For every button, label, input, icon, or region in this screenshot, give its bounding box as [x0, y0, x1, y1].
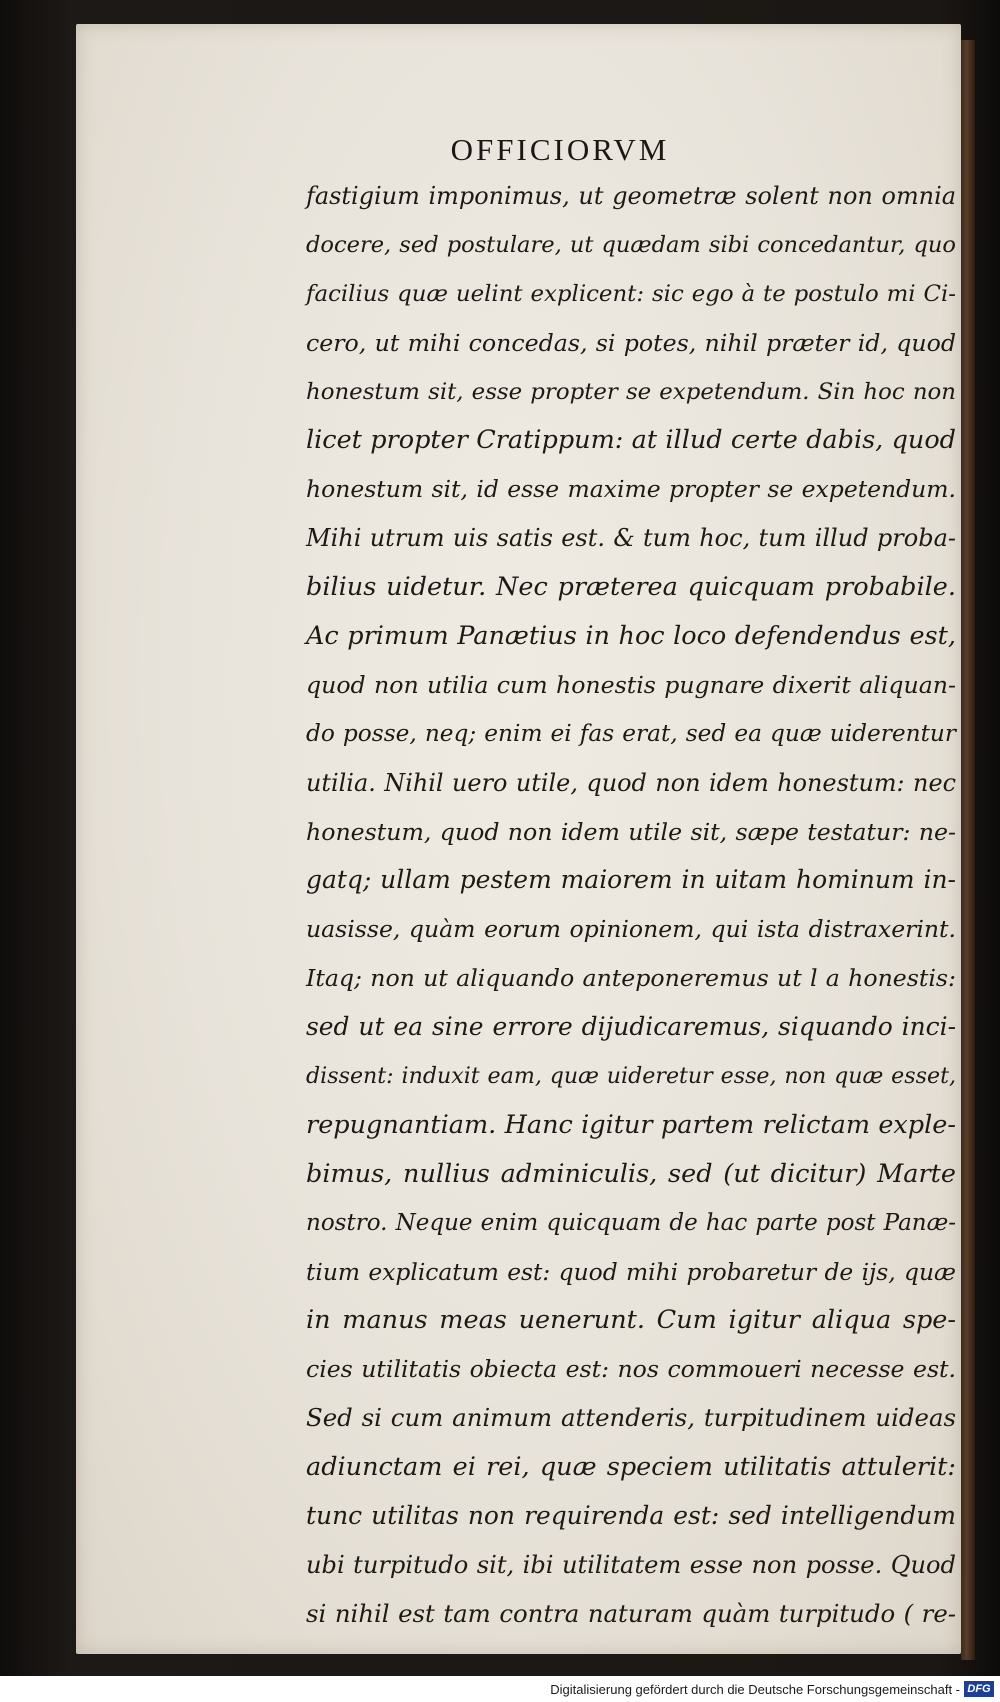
text-line-8: Mihi utrum uis satis est. & tum hoc, tum illud proba- [306, 524, 956, 553]
text-line-23: tium explicatum est: quod mihi probaretur de ijs, quæ [306, 1257, 956, 1286]
text-line-30: si nihil est tam contra naturam quàm turpitudo ( re- [306, 1598, 956, 1628]
running-head: OFFICIORVM [450, 132, 670, 167]
text-line-1: fastigium imponimus, ut geometræ solent non omnia [306, 182, 956, 210]
text-line-26: Sed si cum animum attenderis, turpitudinem uideas [306, 1403, 956, 1433]
page-edge [961, 40, 975, 1660]
text-line-5: honestum sit, esse propter se expetendum. Sin hoc non [306, 378, 956, 405]
text-line-13: utilia. Nihil uero utile, quod non idem honestum: nec [306, 768, 956, 797]
text-line-3: facilius quæ uelint explicent: sic ego à te postulo mi Ci- [306, 280, 956, 307]
funding-credit: Digitalisierung gefördert durch die Deutsche Forschungsgemeinschaft - [550, 1682, 960, 1697]
text-line-28: tunc utilitas non requirenda est: sed intelligendum [306, 1501, 956, 1531]
text-line-17: Itaq; non ut aliquando anteponeremus ut l a honestis: [306, 964, 956, 993]
text-line-27: adiunctam ei rei, quæ speciem utilitatis attulerit: [306, 1452, 956, 1483]
text-line-22: nostro. Neque enim quicquam de hac parte post Panæ- [306, 1209, 956, 1236]
text-line-9: bilius uidetur. Nec præterea quicquam probabile. [306, 572, 956, 603]
text-line-11: quod non utilia cum honestis pugnare dixerit aliquan- [306, 670, 956, 699]
text-line-24: in manus meas uenerunt. Cum igitur aliqua spe- [306, 1305, 956, 1336]
text-line-16: uasisse, quàm eorum opinionem, qui ista distraxerint. [306, 915, 956, 944]
text-line-19: dissent: induxit eam, quæ uideretur esse, non quæ esset, [306, 1063, 956, 1090]
text-line-4: cero, ut mihi concedas, si potes, nihil præter id, quod [306, 328, 956, 357]
text-line-6: licet propter Cratippum: at illud certe dabis, quod [306, 425, 956, 456]
text-line-12: do posse, neq; enim ei fas erat, sed ea quæ uiderentur [306, 719, 956, 747]
text-block [306, 172, 956, 1639]
text-line-18: sed ut ea sine errore dijudicaremus, siquando inci- [306, 1012, 956, 1042]
text-line-15: gatq; ullam pestem maiorem in uitam hominum in- [306, 865, 956, 895]
text-line-25: cies utilitatis obiecta est: nos commoueri necesse est. [306, 1355, 956, 1384]
text-line-2: docere, sed postulare, ut quædam sibi concedantur, quo [306, 231, 956, 258]
text-line-14: honestum, quod non idem utile sit, sæpe testatur: ne- [306, 817, 956, 846]
text-line-21: bimus, nullius adminiculis, sed (ut dicitur) Marte [306, 1158, 956, 1189]
text-line-10: Ac primum Panætius in hoc loco defendendus est, [306, 621, 956, 652]
text-line-7: honestum sit, id esse maxime propter se expetendum. [306, 475, 956, 504]
footer-bar [0, 1676, 1000, 1702]
dfg-logo: DFG [964, 1681, 994, 1697]
text-line-20: repugnantiam. Hanc igitur partem relictam exple- [306, 1109, 956, 1140]
text-line-29: ubi turpitudo sit, ibi utilitatem esse non posse. Quod [306, 1550, 956, 1579]
